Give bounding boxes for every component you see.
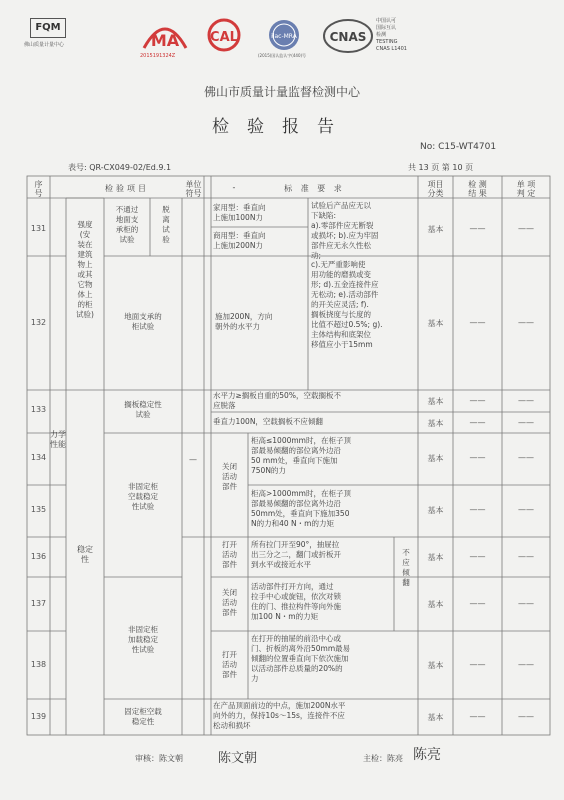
col-header-verdict: 单 项 判 定 (516, 180, 536, 198)
row-req-a: 在产品顶面前边的中点，施加200N水平 向外的力，保持10s～15s，连接件不应 松动和损坏 (213, 701, 346, 730)
row-result: —— (469, 396, 486, 405)
report-title: 检验报告 (212, 117, 352, 137)
row-sub-item: 搁板稳定性 试验 (124, 400, 162, 419)
cnas-logo-text: CNAS (329, 30, 367, 44)
row-req-a: 施加200N，方向 朝外的水平力 (215, 312, 273, 331)
row-sub-item: 非固定柜 加载稳定 性试验 (128, 625, 158, 654)
row-req-c: c).无严重影响使 用功能的磨损或变 形; d).五金连接件应 无松动; e).活动部件 的开关应灵活; f). 搁板挠度与长度的 比值不超过0.5%; g). 主体结构和底架位 移值应小于15mm (311, 260, 383, 349)
row-mode: 打开 活动 部件 (222, 650, 237, 679)
page-info: 共 13 页 第 10 页 (408, 163, 474, 172)
stability-shared-requirement: 不 应 倾 翻 (402, 548, 410, 587)
row-result: —— (469, 599, 486, 608)
group-mechanics: 力学 性能 (50, 430, 66, 449)
col-header-seq: 序 号 (34, 180, 43, 198)
row-no: 138 (30, 660, 47, 669)
row-verdict: —— (518, 224, 534, 233)
row-req-b: 垂直力100N，空载搁板不应倾翻 (213, 417, 323, 426)
row-result: —— (469, 660, 486, 669)
col-header-requirement: 标 准 要 求 (284, 184, 345, 193)
row-class: 基本 (427, 600, 444, 609)
strength-label: 强度 (安 装在 建筑 物上 或其 它物 体上 的柜 试验) (76, 220, 94, 319)
row-no: 132 (30, 318, 47, 327)
ilac-logo-text: ilac-MRA (271, 33, 297, 40)
ma-number: 2015191324Z (140, 53, 176, 59)
row-verdict: —— (518, 599, 534, 608)
row-sub-item: 非固定柜 空载稳定 性试验 (128, 482, 158, 511)
row-class: 基本 (427, 553, 444, 562)
row-result-2: —— (469, 418, 486, 427)
row-sub-item: 地面支承的 柜试验 (124, 312, 162, 331)
cnas-side-text: 中国认可 国际互认 检测 TESTING CNAS L1401 (376, 18, 407, 52)
group-stability: 稳定 性 (77, 545, 93, 564)
unit-dash: — (189, 455, 197, 464)
row-verdict: —— (518, 660, 534, 669)
row-verdict: —— (518, 552, 534, 561)
reviewer-signature: 陈文朝 (218, 751, 258, 766)
row-result: —— (469, 318, 486, 327)
col-header-item: 检验项目 (105, 184, 149, 193)
row-result: —— (469, 712, 486, 721)
row-req-a: 柜高≤1000mm时，在柜子顶 部最易倾翻的部位离外边沿 50 mm处，垂直向下施加 750N的力 (251, 436, 351, 475)
row-sub-item: 不通过 地面支 承柜的 试验 (115, 205, 139, 244)
row-mode: 关闭 活动 部件 (222, 588, 237, 617)
organization-name: 佛山市质量计量监督检测中心 (203, 85, 360, 99)
row-no: 131 (30, 224, 47, 233)
row-no: 139 (30, 712, 47, 721)
row-sub-item: 固定柜空载 稳定性 (124, 707, 162, 726)
row-no: 136 (30, 552, 47, 561)
row-result: —— (469, 453, 486, 462)
form-number: 表号: QR-CX049-02/Ed.9.1 (68, 163, 172, 172)
row-class: 基本 (427, 397, 444, 406)
cal-logo-text: CAL (210, 30, 238, 45)
row-verdict: —— (518, 712, 534, 721)
row-req-a: 在打开的抽屉的前沿中心或 门、折板的离外沿50mm最易 倾翻的位置垂直向下依次施加 以活动部件总质量的20%的 力 (251, 634, 351, 683)
fqm-logo: FQM (30, 18, 66, 38)
col-header-result: 检 测 结 果 (468, 180, 487, 198)
col-header-unit: 单位 符号 (185, 180, 202, 198)
row-req-b: 商用型：垂直向 上施加200N力 (213, 231, 266, 250)
reviewer-label: 审核：陈文朝 (135, 754, 183, 763)
row-no: 135 (30, 505, 47, 514)
fqm-subtitle: 佛山质量计量中心 (24, 42, 65, 48)
row-sub-test: 脱 离 试 验 (162, 205, 170, 244)
row-class: 基本 (427, 713, 444, 722)
row-no: 137 (30, 599, 47, 608)
row-verdict: —— (518, 453, 534, 462)
row-verdict: —— (518, 505, 534, 514)
row-class: 基本 (427, 225, 444, 234)
row-no: 133 (30, 405, 47, 414)
inspector-signature: 陈亮 (413, 747, 441, 763)
row-req-a: 水平力≥搁板自重的50%，空载搁板不 应脱落 (213, 391, 341, 410)
row-result: —— (469, 505, 486, 514)
row-req-a: 所有拉门开至90°，抽屉拉 出三分之二，翻门或折板开 到水平或接近水平 (251, 540, 341, 569)
col-header-dash: - (232, 183, 236, 192)
row-req-a: 柜高>1000mm时，在柜子顶 部最易倾翻的部位离外边沿 50mm处，垂直向下施加350 N的力和40 N・m的力矩 (251, 489, 351, 528)
row-mode: 关闭 活动 部件 (222, 462, 237, 491)
row-verdict-2: —— (518, 418, 534, 427)
ilac-subtitle: (2015)国认监认字(440)号 (258, 53, 307, 58)
row-class: 基本 (427, 454, 444, 463)
row-result: —— (469, 552, 486, 561)
row-verdict: —— (518, 318, 534, 327)
row-req-c: 试验后产品应无以 下缺陷: a).零部件应无断裂 或损坏; b).应为牢固 部件应无永久性松 动; (311, 201, 379, 260)
row-class: 基本 (427, 506, 444, 515)
row-result: —— (469, 224, 486, 233)
row-verdict: —— (518, 396, 534, 405)
row-class: 基本 (427, 319, 444, 328)
row-no: 134 (30, 453, 47, 462)
ma-logo-text: MA (150, 31, 180, 50)
row-mode: 打开 活动 部件 (222, 540, 237, 569)
col-header-class: 项目 分类 (427, 180, 444, 198)
row-class: 基本 (427, 661, 444, 670)
row-req-a: 活动部件打开方向，通过 拉手中心或旋钮，依次对锁 住的门、推拉构件等向外施 加100 N・m的力矩 (251, 582, 341, 621)
inspector-label: 主检：陈亮 (363, 754, 403, 763)
row-req-a: 家用型：垂直向 上施加100N力 (213, 203, 266, 222)
report-number: No: C15-WT4701 (420, 142, 497, 152)
row-class-2: 基本 (427, 419, 444, 428)
